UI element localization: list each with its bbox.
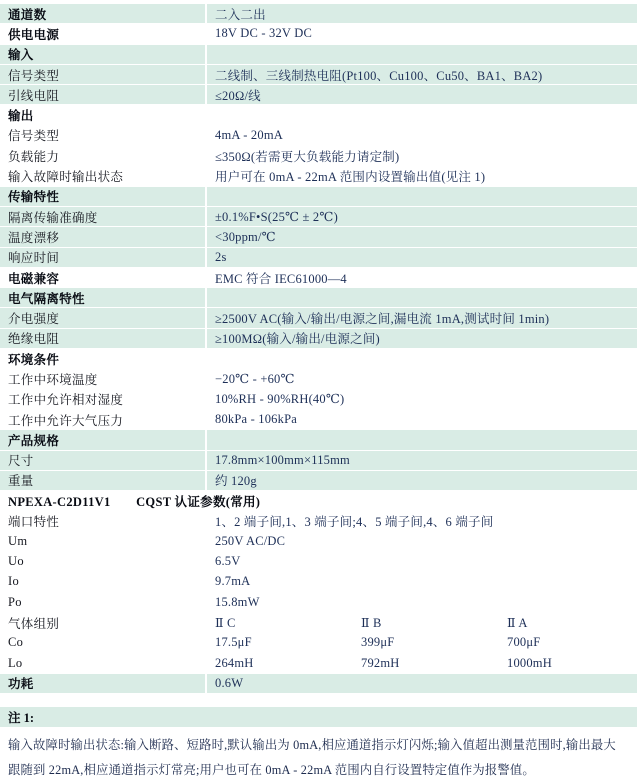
row-label: 工作中允许大气压力 — [8, 413, 124, 428]
value-col-1: 264mH — [215, 655, 254, 670]
row-value: 18V DC - 32V DC — [205, 24, 637, 43]
row-label: 信号类型 — [8, 129, 60, 144]
row-value: ≤350Ω(若需更大负载能力请定制) — [205, 146, 637, 165]
table-row — [0, 532, 637, 552]
note-header — [0, 707, 637, 728]
row-label: 绝缘电阻 — [8, 332, 60, 347]
row-label: Um — [8, 533, 28, 548]
section-header-row — [0, 105, 637, 125]
row-value: 二线制、三线制热电阻(Pt100、Cu100、Cu50、BA1、BA2) — [205, 65, 637, 84]
row-value — [205, 105, 637, 124]
table-row — [0, 227, 637, 247]
table-row — [0, 126, 637, 146]
row-label: Po — [8, 594, 22, 609]
table-row — [0, 572, 637, 592]
certification-header-row — [0, 491, 637, 511]
row-values — [205, 633, 637, 652]
table-row — [0, 410, 637, 430]
row-value: 0.6W — [205, 674, 637, 693]
table-row — [0, 65, 637, 85]
value-col-2: Ⅱ B — [361, 615, 382, 630]
row-value: 约 120g — [205, 471, 637, 490]
row-value: −20℃ - +60℃ — [205, 369, 637, 388]
row-label: 供电电源 — [8, 27, 60, 42]
row-value — [205, 45, 637, 64]
table-row — [0, 24, 637, 44]
table-row — [0, 633, 637, 653]
row-value: 4mA - 20mA — [205, 126, 637, 145]
row-value: 1、2 端子间,1、3 端子间;4、5 端子间,4、6 端子间 — [205, 511, 637, 530]
row-label: 气体组别 — [8, 616, 60, 631]
table-row — [0, 552, 637, 572]
row-label: Uo — [8, 554, 24, 569]
row-label: 尺寸 — [8, 454, 34, 469]
value-col-3: 700μF — [507, 635, 541, 650]
section-title: 输出 — [8, 109, 34, 124]
spec-table — [0, 4, 637, 694]
row-value: 2s — [205, 248, 637, 267]
row-value — [205, 349, 637, 368]
row-value: ≤20Ω/线 — [205, 85, 637, 104]
table-row — [0, 166, 637, 186]
certification-title: NPEXA-C2D11V1 CQST 认证参数(常用) — [8, 494, 261, 509]
row-value: 二入二出 — [205, 4, 637, 23]
section-title: 产品规格 — [8, 433, 60, 448]
table-row — [0, 4, 637, 24]
row-label: 响应时间 — [8, 251, 60, 266]
row-label: 电磁兼容 — [8, 271, 60, 286]
row-label: 工作中环境温度 — [8, 372, 98, 387]
row-value — [205, 288, 637, 307]
table-row — [0, 674, 637, 694]
row-value — [205, 187, 637, 206]
row-label: Lo — [8, 655, 23, 670]
value-col-1: Ⅱ C — [215, 615, 236, 630]
row-label: 功耗 — [8, 677, 34, 692]
table-row — [0, 451, 637, 471]
table-row — [0, 369, 637, 389]
row-value: ≥100MΩ(输入/输出/电源之间) — [205, 329, 637, 348]
row-label: 通道数 — [8, 7, 47, 22]
table-row — [0, 268, 637, 288]
row-value: 15.8mW — [205, 593, 637, 612]
note-line-2: 跟随到 22mA,相应通道指示灯常亮;用户也可在 0mA - 22mA 范围内自行设置特定值作为报警值。 — [8, 763, 535, 778]
table-row — [0, 471, 637, 491]
table-row — [0, 85, 637, 105]
note-line-1: 输入故障时输出状态:输入断路、短路时,默认输出为 0mA,相应通道指示灯闪烁;输入值超出测量范围时,输出最大 — [8, 738, 616, 753]
section-title: 环境条件 — [8, 352, 60, 367]
section-header-row — [0, 45, 637, 65]
table-row — [0, 207, 637, 227]
row-value: <30ppm/℃ — [205, 227, 637, 246]
row-value: 250V AC/DC — [205, 532, 637, 551]
row-value: ≥2500V AC(输入/输出/电源之间,漏电流 1mA,测试时间 1min) — [205, 308, 637, 327]
note-title: 注 1: — [8, 711, 35, 726]
row-label: 端口特性 — [8, 515, 60, 530]
section-title: 电气隔离特性 — [8, 291, 85, 306]
section-header-row — [0, 430, 637, 450]
value-col-3: 1000mH — [507, 655, 552, 670]
value-col-1: 17.5μF — [215, 635, 252, 650]
table-row — [0, 593, 637, 613]
table-row — [0, 146, 637, 166]
row-value: EMC 符合 IEC61000—4 — [205, 268, 637, 287]
row-value: 6.5V — [205, 552, 637, 571]
row-label: 隔离传输准确度 — [8, 210, 98, 225]
value-col-2: 792mH — [361, 655, 400, 670]
row-label: 温度漂移 — [8, 230, 60, 245]
table-row — [0, 511, 637, 531]
row-value: 用户可在 0mA - 22mA 范围内设置输出值(见注 1) — [205, 166, 637, 185]
row-label: 负载能力 — [8, 149, 60, 164]
table-row — [0, 613, 637, 633]
row-label: 信号类型 — [8, 68, 60, 83]
row-label: 重量 — [8, 474, 34, 489]
datasheet-page — [0, 4, 637, 778]
row-value: 80kPa - 106kPa — [205, 410, 637, 429]
value-col-2: 399μF — [361, 635, 395, 650]
section-title: 传输特性 — [8, 190, 60, 205]
row-label: 输入故障时输出状态 — [8, 170, 124, 185]
section-title: 输入 — [8, 48, 34, 63]
row-value — [205, 430, 637, 449]
row-value: 17.8mm×100mm×115mm — [205, 451, 637, 470]
table-row — [0, 248, 637, 268]
row-value: ±0.1%F•S(25℃ ± 2℃) — [205, 207, 637, 226]
table-row — [0, 308, 637, 328]
table-row — [0, 654, 637, 674]
row-values — [205, 654, 637, 673]
section-header-row — [0, 187, 637, 207]
note-text — [0, 728, 637, 783]
section-header-row — [0, 288, 637, 308]
row-label: 介电强度 — [8, 312, 60, 327]
section-header-row — [0, 349, 637, 369]
row-label: 引线电阻 — [8, 88, 60, 103]
table-row — [0, 329, 637, 349]
row-label: Co — [8, 635, 24, 650]
row-value: 10%RH - 90%RH(40℃) — [205, 390, 637, 409]
value-col-3: Ⅱ A — [507, 615, 528, 630]
row-label: 工作中允许相对湿度 — [8, 393, 124, 408]
row-values — [205, 613, 637, 632]
row-label: Io — [8, 574, 20, 589]
row-value: 9.7mA — [205, 572, 637, 591]
table-row — [0, 390, 637, 410]
